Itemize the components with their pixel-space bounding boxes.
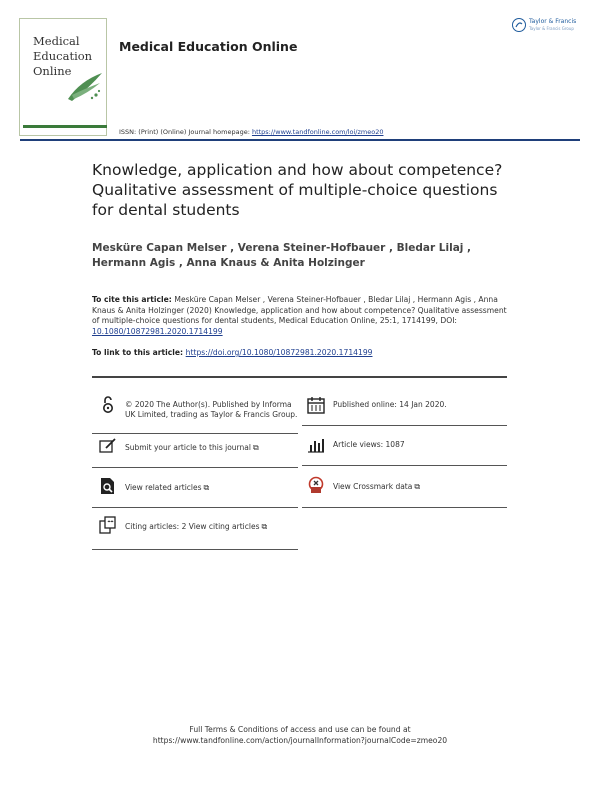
cover-stripe xyxy=(23,125,107,128)
article-doi-link[interactable]: https://doi.org/10.1080/10872981.2020.1714199 xyxy=(185,348,373,357)
submit-article-link[interactable]: Submit your article to this journal ⧉ xyxy=(125,443,259,452)
submit-article-item[interactable] xyxy=(99,437,299,455)
article-views-count: Article views: 1087 xyxy=(333,440,405,449)
issn-text: ISSN: (Print) (Online) Journal homepage: xyxy=(119,128,252,136)
row-divider xyxy=(92,433,298,434)
article-views-item xyxy=(307,436,507,454)
link-to-article xyxy=(92,348,372,357)
crossmark-item[interactable] xyxy=(307,476,507,494)
published-item xyxy=(307,396,507,414)
publisher-logo[interactable] xyxy=(512,18,576,32)
link-to-label: To link to this article: xyxy=(92,348,186,357)
external-link-icon: ⧉ xyxy=(252,443,259,452)
external-link-icon: ⧉ xyxy=(203,483,210,492)
published-date: Published online: 14 Jan 2020. xyxy=(333,400,447,409)
license-text: © 2020 The Author(s). Published by Informa UK Limited, trading as Taylor & Francis Group. xyxy=(125,400,298,419)
row-divider xyxy=(92,507,298,508)
bar-chart-icon xyxy=(307,436,325,454)
row-divider xyxy=(302,465,507,466)
open-access-icon xyxy=(99,396,117,414)
terms-link[interactable]: https://www.tandfonline.com/action/journalInformation?journalCode=zmeo20 xyxy=(152,736,448,745)
header-divider xyxy=(20,139,580,141)
citation-label: To cite this article: xyxy=(92,295,175,304)
terms-footer xyxy=(0,724,600,746)
journal-cover xyxy=(19,18,107,136)
related-articles-item[interactable] xyxy=(99,477,299,495)
citation-doi-link[interactable]: 10.1080/10872981.2020.1714199 xyxy=(92,326,223,336)
journal-name: Medical Education Online xyxy=(119,39,298,54)
row-divider xyxy=(302,425,507,426)
external-link-icon: ⧉ xyxy=(261,522,268,531)
citing-icon xyxy=(99,516,117,534)
row-divider xyxy=(92,467,298,468)
cover-title: Medical Education Online xyxy=(33,34,93,78)
cover-leaf-graphic xyxy=(66,69,104,103)
info-divider xyxy=(92,376,507,378)
license-item xyxy=(99,396,299,419)
publisher-logo-icon xyxy=(512,18,526,32)
row-divider xyxy=(302,507,507,508)
edit-icon xyxy=(99,437,117,455)
article-authors: Mesküre Capan Melser , Verena Steiner-Hofbauer , Bledar Lilaj , Hermann Agis , Anna Knaus & Anita Holzinger xyxy=(92,242,472,269)
related-articles-link[interactable]: View related articles ⧉ xyxy=(125,483,210,492)
publisher-logo-wordmark: Taylor & Francis Taylor & Francis Group xyxy=(529,18,577,31)
citing-articles-link[interactable]: Citing articles: 2 View citing articles ⧉ xyxy=(125,522,268,531)
related-search-icon xyxy=(99,477,117,495)
calendar-icon xyxy=(307,396,325,414)
crossmark-link[interactable]: View Crossmark data ⧉ xyxy=(333,482,421,491)
journal-homepage-link[interactable]: https://www.tandfonline.com/loi/zmeo20 xyxy=(251,128,384,136)
terms-text: Full Terms & Conditions of access and use can be found at xyxy=(189,725,411,734)
external-link-icon: ⧉ xyxy=(414,482,421,491)
issn-line xyxy=(119,128,383,136)
citation-block xyxy=(92,295,512,337)
citation-text: Mesküre Capan Melser , Verena Steiner-Hofbauer , Bledar Lilaj , Hermann Agis , Anna Knaus & Anita Holzinger (2020) Knowledge, application and how about competence? Qualitative assessment of multiple-choice questions for dental students, Medical Education Online, 25:1, 1714199, DOI: xyxy=(92,295,507,326)
citing-articles-item[interactable] xyxy=(99,516,299,534)
row-divider xyxy=(92,549,298,550)
crossmark-icon xyxy=(307,476,325,494)
article-title: Knowledge, application and how about competence? Qualitative assessment of multiple-choice questions for dental students xyxy=(92,161,503,219)
